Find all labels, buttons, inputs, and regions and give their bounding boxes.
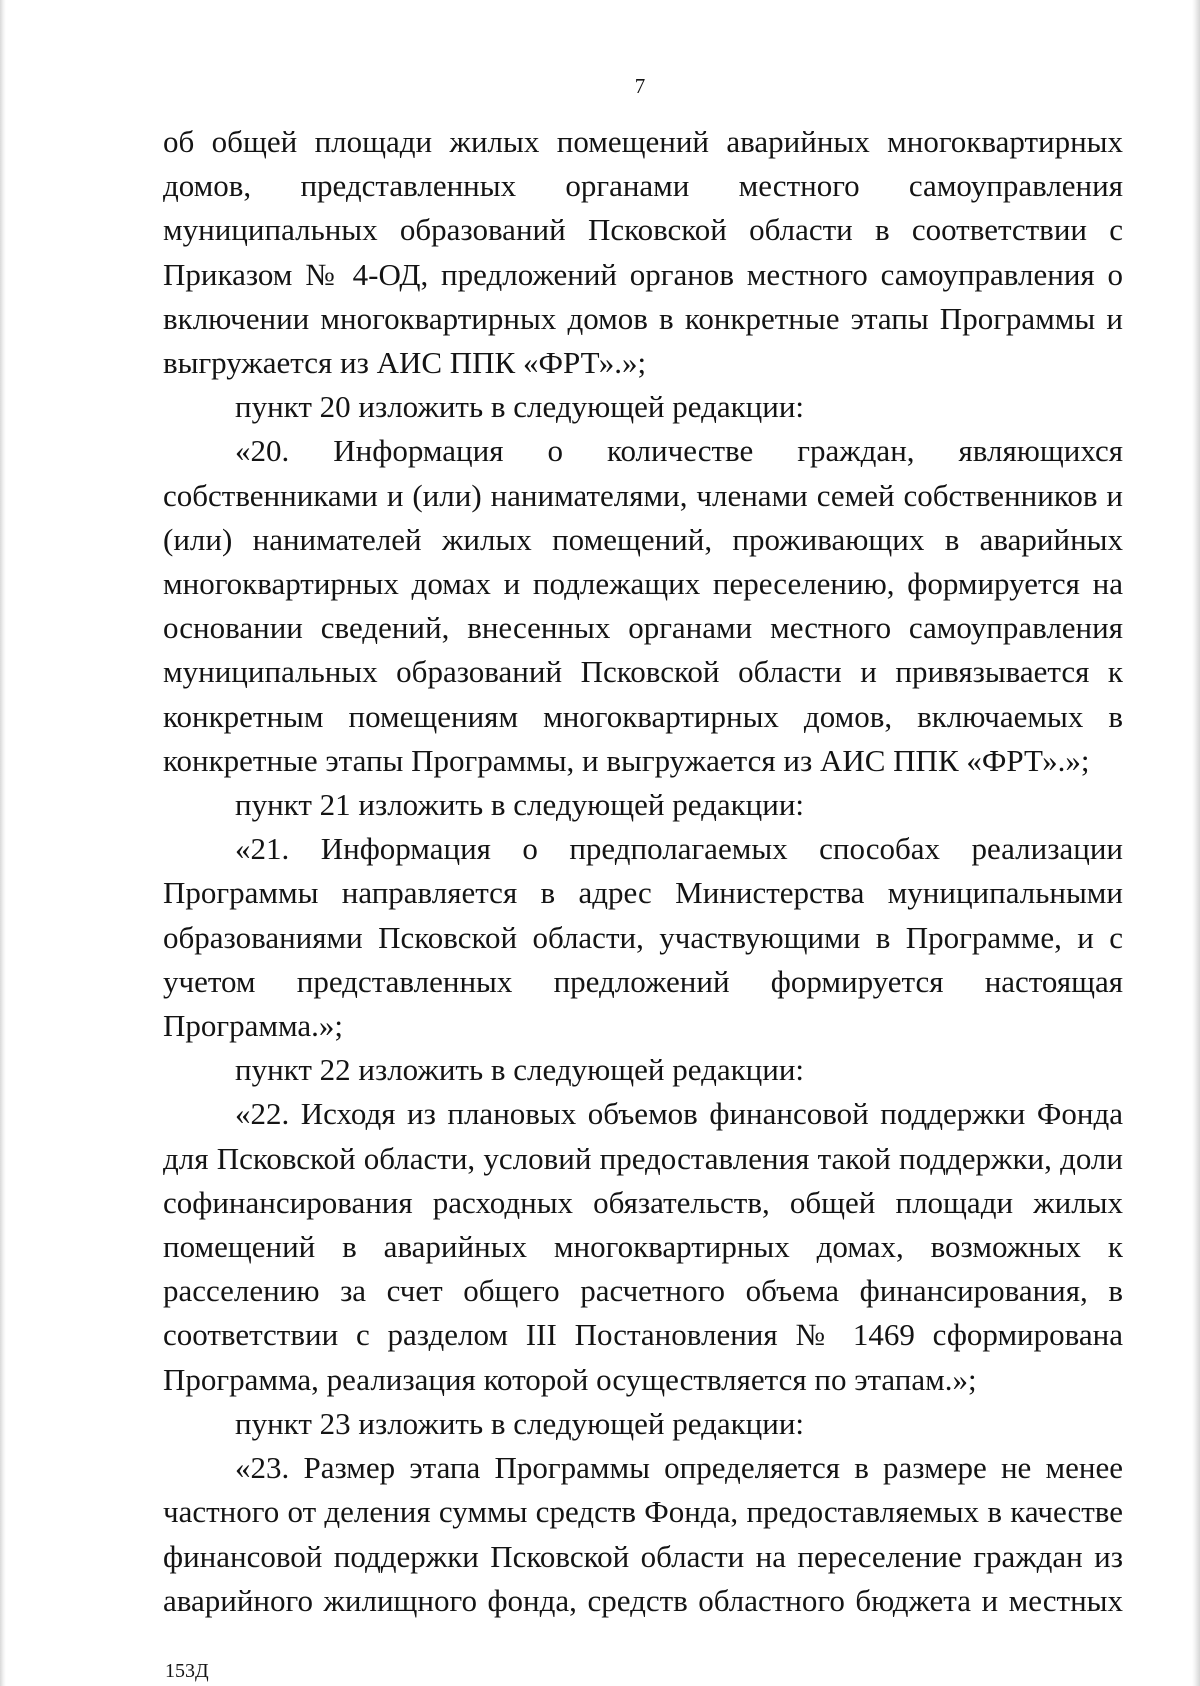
paragraph-clause-21: «21. Информация о предполагаемых способах реализации Программы направляется в адрес Министерства муниципальными образованиями Псковской области, участвующими в Программе, и с учетом представленных предложений формируется настоящая Программа.»;	[163, 831, 1123, 1044]
scan-edge-right	[1192, 0, 1200, 1686]
paragraph-instruction-21: пункт 21 изложить в следующей редакции:	[235, 787, 805, 823]
paragraph-continuation: об общей площади жилых помещений аварийных многоквартирных домов, представленных органами местного самоуправления муниципальных образований Псковской области в соответствии с Приказом № 4-ОД, предложений органов местного самоуправления о включении многоквартирных домов в конкретные этапы Программы и выгружается из АИС ППК «ФРТ».»;	[163, 124, 1123, 381]
document-code: 153Д	[165, 1660, 209, 1682]
paragraph-instruction-23: пункт 23 изложить в следующей редакции:	[235, 1405, 805, 1441]
document-body	[163, 120, 1123, 1623]
paragraph-clause-22: «22. Исходя из плановых объемов финансовой поддержки Фонда для Псковской области, условий предоставления такой поддержки, доли софинансирования расходных обязательств, общей площади жилых помещений в аварийных многоквартирных домах, возможных к расселению за счет общего расчетного объема финансирования, в соответствии с разделом III Постановления № 1469 сформирована Программа, реализация которой осуществляется по этапам.»;	[163, 1096, 1123, 1397]
paragraph-instruction-20: пункт 20 изложить в следующей редакции:	[235, 389, 805, 425]
paragraph-clause-23: «23. Размер этапа Программы определяется в размере не менее частного от деления суммы средств Фонда, предоставляемых в качестве финансовой поддержки Псковской области на переселение граждан из аварийного жилищного фонда, средств областного бюджета и местных	[163, 1450, 1123, 1618]
scan-edge-left	[0, 0, 6, 1686]
page-number: 7	[634, 74, 646, 98]
paragraph-instruction-22: пункт 22 изложить в следующей редакции:	[235, 1052, 805, 1088]
paragraph-clause-20: «20. Информация о количестве граждан, являющихся собственниками и (или) нанимателями, членами семей собственников и (или) нанимателей жилых помещений, проживающих в аварийных многоквартирных домах и подлежащих переселению, формируется на основании сведений, внесенных органами местного самоуправления муниципальных образований Псковской области и привязывается к конкретным помещениям многоквартирных домов, включаемых в конкретные этапы Программы, и выгружается из АИС ППК «ФРТ».»;	[163, 433, 1123, 778]
